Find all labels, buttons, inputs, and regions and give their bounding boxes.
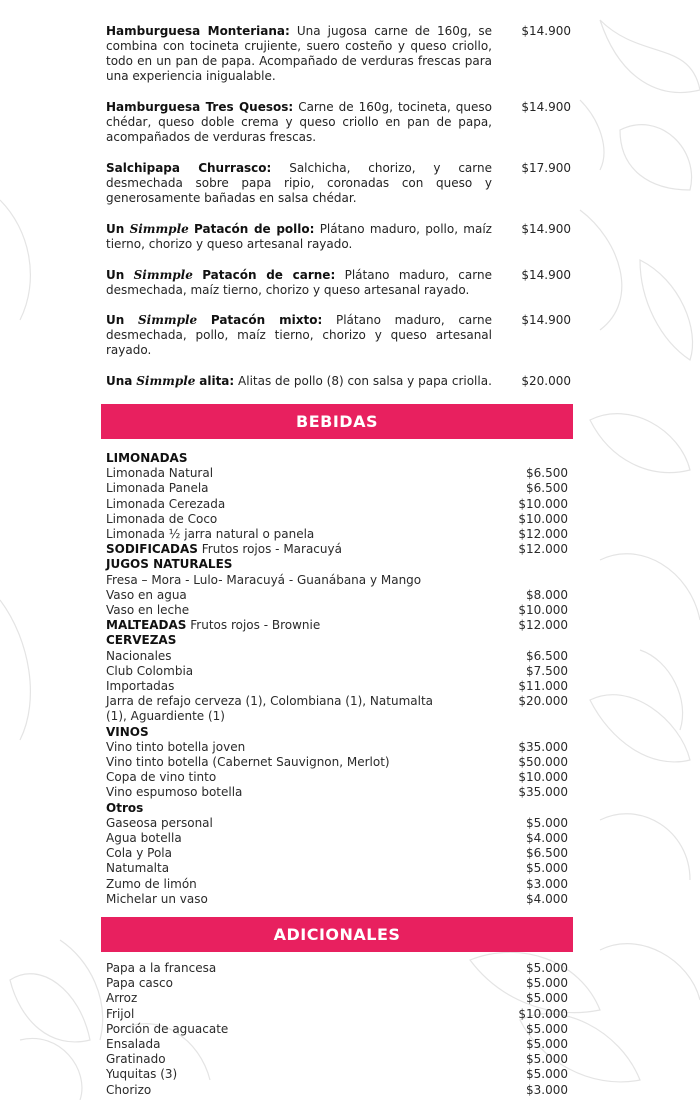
menu-row xyxy=(106,542,568,557)
dish-price: $14.900 xyxy=(521,268,571,282)
item-price: $8.000 xyxy=(526,587,568,602)
item-price: $5.000 xyxy=(526,1067,568,1082)
dish-item xyxy=(106,222,571,252)
item-price: $6.500 xyxy=(526,846,568,861)
dish-name-suffix: alita: xyxy=(199,374,235,388)
dish-price: $14.900 xyxy=(521,222,571,236)
menu-row xyxy=(106,877,568,892)
menu-row xyxy=(106,573,568,588)
dish-name: Un xyxy=(106,313,125,327)
menu-row xyxy=(106,466,568,481)
menu-row xyxy=(106,588,568,603)
dish-name: Un xyxy=(106,222,125,236)
dish-name: Salchipapa Churrasco: xyxy=(106,161,272,175)
item-price: $10.000 xyxy=(518,1006,568,1021)
item-price: $4.000 xyxy=(526,891,568,906)
item-price: $20.000 xyxy=(518,694,568,709)
category-name: SODIFICADAS xyxy=(106,542,198,557)
dish-description xyxy=(106,313,492,358)
item-label: Copa de vino tinto xyxy=(106,770,217,785)
item-label xyxy=(106,618,320,633)
item-label: Porción de aguacate xyxy=(106,1021,229,1036)
item-label: JUGOS NATURALES xyxy=(106,557,233,572)
menu-row xyxy=(106,1052,568,1067)
item-price: $35.000 xyxy=(518,785,568,800)
item-label: Limonada de Coco xyxy=(106,511,218,526)
menu-row xyxy=(106,1037,568,1052)
menu-row xyxy=(106,831,568,846)
item-price: $10.000 xyxy=(518,511,568,526)
menu-row xyxy=(106,976,568,991)
category-flavors: Frutos rojos - Maracuyá xyxy=(197,542,342,557)
dish-name: Una xyxy=(106,374,133,388)
item-price: $3.000 xyxy=(526,1082,568,1097)
dish-item xyxy=(106,374,571,389)
dish-description xyxy=(106,100,492,145)
dish-item xyxy=(106,100,571,145)
item-label: Papa casco xyxy=(106,976,173,991)
menu-row xyxy=(106,481,568,496)
brand-logo-text: Simmple xyxy=(136,374,196,388)
category-heading xyxy=(106,725,568,740)
item-label: Vino tinto botella joven xyxy=(106,739,246,754)
item-price: $50.000 xyxy=(518,755,568,770)
dish-price: $20.000 xyxy=(521,374,571,388)
dish-item xyxy=(106,313,571,358)
item-price: $12.000 xyxy=(518,618,568,633)
item-label: Arroz xyxy=(106,991,138,1006)
item-price: $6.500 xyxy=(526,648,568,663)
dish-description xyxy=(106,268,492,298)
item-label: Agua botella xyxy=(106,831,182,846)
item-label: Vaso en agua xyxy=(106,587,187,602)
item-label: Chorizo xyxy=(106,1082,152,1097)
item-label: Papa a la francesa xyxy=(106,961,217,975)
dish-name-suffix: Patacón de pollo: xyxy=(194,222,315,236)
dish-item xyxy=(106,161,571,206)
adicionales-list xyxy=(106,961,568,1098)
item-label: Zumo de limón xyxy=(106,876,197,891)
menu-row xyxy=(106,679,568,694)
dish-price: $14.900 xyxy=(521,313,571,327)
bebidas-list xyxy=(106,451,568,907)
menu-row xyxy=(106,861,568,876)
menu-row xyxy=(106,694,568,724)
item-price: $5.000 xyxy=(526,861,568,876)
item-label: Gratinado xyxy=(106,1052,166,1067)
dish-description xyxy=(106,222,492,252)
dish-text: Plátano maduro, carne desmechada, pollo, maíz tierno, chorizo y queso artesanal rayado. xyxy=(106,313,492,357)
dish-name: Hamburguesa Monteriana: xyxy=(106,24,290,38)
menu-row xyxy=(106,755,568,770)
brand-logo-text: Simmple xyxy=(133,268,193,282)
menu-row xyxy=(106,1083,568,1098)
item-price: $5.000 xyxy=(526,815,568,830)
menu-row xyxy=(106,527,568,542)
item-price: $11.000 xyxy=(518,679,568,694)
bebidas-banner: BEBIDAS xyxy=(101,404,573,439)
item-price: $5.000 xyxy=(526,1052,568,1067)
dish-description xyxy=(106,374,516,389)
menu-row xyxy=(106,618,568,633)
menu-row xyxy=(106,785,568,800)
item-label: VINOS xyxy=(106,724,149,739)
item-label: Limonada Panela xyxy=(106,481,209,496)
item-price: $35.000 xyxy=(518,739,568,754)
item-label: Vino tinto botella (Cabernet Sauvignon, Merlot) xyxy=(106,755,390,770)
dish-description xyxy=(106,24,492,84)
item-label: Vino espumoso botella xyxy=(106,785,243,800)
menu-row xyxy=(106,1007,568,1022)
menu-row xyxy=(106,961,568,976)
dish-name-suffix: Patacón de carne: xyxy=(202,268,336,282)
menu-row xyxy=(106,497,568,512)
item-label: Limonada Cerezada xyxy=(106,496,226,511)
item-label: Yuquitas (3) xyxy=(106,1067,178,1082)
brand-logo-text: Simmple xyxy=(129,222,189,236)
dish-text: Alitas de pollo (8) con salsa y papa criolla. xyxy=(238,374,492,388)
item-label: Nacionales xyxy=(106,648,172,663)
item-price: $10.000 xyxy=(518,770,568,785)
item-label: Vaso en leche xyxy=(106,603,190,618)
item-price: $6.500 xyxy=(526,481,568,496)
item-label: Cola y Pola xyxy=(106,846,172,861)
item-label xyxy=(106,542,342,557)
brand-logo-text: Simmple xyxy=(137,313,198,327)
item-label: Natumalta xyxy=(106,861,170,876)
item-label: Limonada Natural xyxy=(106,466,214,481)
item-label: Gaseosa personal xyxy=(106,815,213,830)
dish-text: Plátano maduro, carne desmechada, maíz tierno, chorizo y queso artesanal rayado. xyxy=(106,268,492,297)
item-price: $7.500 xyxy=(526,663,568,678)
menu-row xyxy=(106,649,568,664)
item-price: $5.000 xyxy=(526,991,568,1006)
dish-text: Carne de 160g, tocineta, queso chédar, queso doble crema y queso criollo en pan de papa, acompañados de verduras frescas. xyxy=(106,100,492,144)
menu-row xyxy=(106,846,568,861)
dish-text: Salchicha, chorizo, y carne desmechada sobre papa ripio, coronadas con queso y generosamente bañadas en salsa chédar. xyxy=(106,161,492,205)
menu-row xyxy=(106,816,568,831)
item-label: CERVEZAS xyxy=(106,633,177,648)
item-price: $10.000 xyxy=(518,603,568,618)
adicionales-banner: ADICIONALES xyxy=(101,917,573,952)
category-name: MALTEADAS xyxy=(106,618,187,633)
dish-name: Un xyxy=(106,268,125,282)
item-label: Ensalada xyxy=(106,1037,161,1052)
menu-row xyxy=(106,991,568,1006)
dish-price: $14.900 xyxy=(521,100,571,114)
item-label: LIMONADAS xyxy=(106,451,188,465)
item-price: $10.000 xyxy=(518,496,568,511)
item-label: Importadas xyxy=(106,679,175,694)
dish-text: Plátano maduro, pollo, maíz tierno, chorizo y queso artesanal rayado. xyxy=(106,222,492,251)
dish-name: Hamburguesa Tres Quesos: xyxy=(106,100,294,114)
menu-row xyxy=(106,512,568,527)
item-price: $12.000 xyxy=(518,527,568,542)
category-heading xyxy=(106,451,568,466)
category-heading xyxy=(106,633,568,648)
menu-row xyxy=(106,1067,568,1082)
dish-description xyxy=(106,161,492,206)
menu-row xyxy=(106,892,568,907)
menu-row xyxy=(106,740,568,755)
item-label: Jarra de refajo cerveza (1), Colombiana (1), Natumalta (1), Aguardiente (1) xyxy=(106,694,434,724)
item-price: $12.000 xyxy=(518,542,568,557)
item-price: $4.000 xyxy=(526,831,568,846)
dish-price: $17.900 xyxy=(521,161,571,175)
dish-price: $14.900 xyxy=(521,24,571,38)
item-price: $6.500 xyxy=(526,466,568,481)
item-label: Michelar un vaso xyxy=(106,891,208,906)
item-label: Club Colombia xyxy=(106,663,194,678)
menu-row xyxy=(106,770,568,785)
item-label: Fresa – Mora - Lulo- Maracuyá - Guanábana y Mango xyxy=(106,572,422,587)
dish-item xyxy=(106,24,571,84)
menu-row xyxy=(106,1022,568,1037)
item-price: $5.000 xyxy=(526,1037,568,1052)
item-price: $3.000 xyxy=(526,876,568,891)
item-label: Otros xyxy=(106,800,144,815)
menu-row xyxy=(106,603,568,618)
item-label: Frijol xyxy=(106,1006,135,1021)
dish-item xyxy=(106,268,571,298)
item-price: $5.000 xyxy=(526,961,568,975)
item-price: $5.000 xyxy=(526,1021,568,1036)
dish-text: Una jugosa carne de 160g, se combina con tocineta crujiente, suero costeño y queso criollo, todo en un pan de papa. Acompañado de verduras frescas para una experiencia inigualable. xyxy=(106,24,492,83)
item-price: $5.000 xyxy=(526,976,568,991)
category-flavors: Frutos rojos - Brownie xyxy=(186,618,321,633)
item-label: Limonada ½ jarra natural o panela xyxy=(106,527,315,542)
menu-row xyxy=(106,664,568,679)
dish-name-suffix: Patacón mixto: xyxy=(210,313,323,327)
category-heading xyxy=(106,557,568,572)
category-heading xyxy=(106,801,568,816)
